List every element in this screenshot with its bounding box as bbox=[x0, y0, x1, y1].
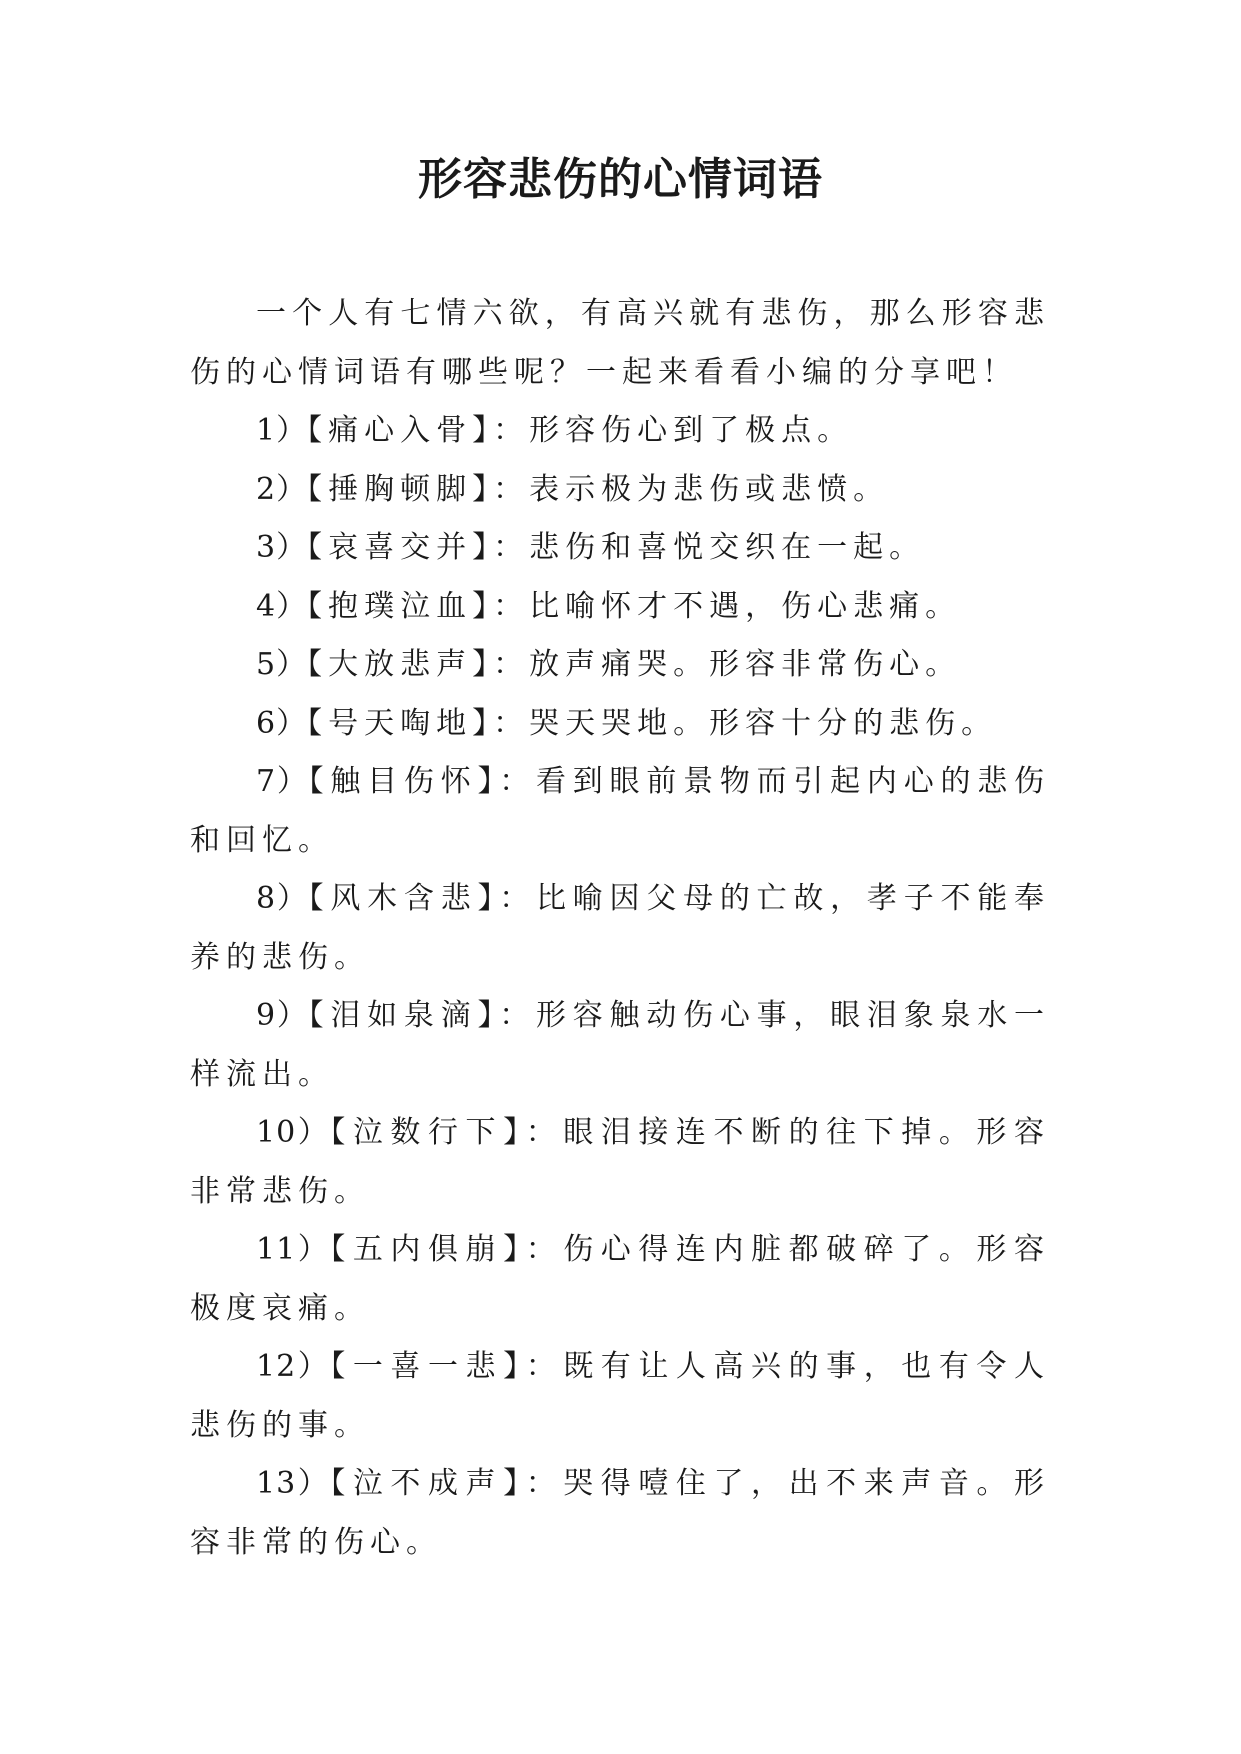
item-number: 13） bbox=[256, 1466, 331, 1501]
item-definition: ：看到眼前景物而引起内心的悲伤和回忆。 bbox=[190, 764, 1051, 858]
item-number: 3） bbox=[256, 530, 308, 565]
item-definition: ：形容伤心到了极点。 bbox=[493, 413, 854, 448]
item-term: 【捶胸顿脚】 bbox=[307, 471, 494, 507]
item-term: 【抱璞泣血】 bbox=[307, 588, 494, 624]
item-number: 12） bbox=[256, 1349, 331, 1384]
item-term: 【哀喜交并】 bbox=[307, 530, 494, 565]
item-number: 2） bbox=[256, 471, 308, 507]
item-definition: ：哭得噎住了，出不来声音。形容非常的伤心。 bbox=[190, 1466, 1050, 1560]
list-item bbox=[190, 870, 1050, 987]
item-term: 【触目伤怀】 bbox=[308, 764, 500, 799]
item-term: 【泣不成声】 bbox=[330, 1466, 526, 1501]
item-number: 1） bbox=[256, 413, 308, 448]
list-item bbox=[190, 1221, 1050, 1338]
item-number: 11） bbox=[256, 1232, 331, 1267]
item-number: 5） bbox=[256, 647, 308, 682]
item-term: 【大放悲声】 bbox=[307, 647, 494, 682]
item-number: 6） bbox=[256, 705, 308, 741]
list-item bbox=[190, 519, 1050, 578]
list-item bbox=[190, 1455, 1050, 1572]
item-term: 【痛心入骨】 bbox=[307, 413, 494, 448]
list-item bbox=[190, 987, 1050, 1104]
item-definition: ：既有让人高兴的事，也有令人悲伤的事。 bbox=[190, 1349, 1050, 1443]
item-definition: ：眼泪接连不断的往下掉。形容非常悲伤。 bbox=[190, 1115, 1050, 1209]
item-definition: ：哭天哭地。形容十分的悲伤。 bbox=[493, 705, 998, 741]
item-definition: ：表示极为悲伤或悲愤。 bbox=[493, 471, 890, 507]
item-term: 【号天啕地】 bbox=[307, 705, 494, 741]
item-term: 【泪如泉滴】 bbox=[308, 998, 500, 1033]
item-term: 【一喜一悲】 bbox=[330, 1349, 526, 1384]
item-number: 4） bbox=[256, 588, 308, 624]
list-item bbox=[190, 1104, 1050, 1221]
item-definition: ：形容触动伤心事，眼泪象泉水一样流出。 bbox=[190, 998, 1051, 1092]
list-item bbox=[190, 695, 1050, 754]
item-definition: ：伤心得连内脏都破碎了。形容极度哀痛。 bbox=[190, 1232, 1050, 1326]
item-definition: ：放声痛哭。形容非常伤心。 bbox=[493, 647, 962, 682]
item-term: 【五内俱崩】 bbox=[330, 1232, 526, 1267]
list-item bbox=[190, 461, 1050, 520]
document-body bbox=[190, 285, 1050, 1572]
item-number: 7） bbox=[256, 764, 309, 799]
list-item bbox=[190, 753, 1050, 870]
list-item bbox=[190, 636, 1050, 695]
item-number: 9） bbox=[256, 998, 309, 1033]
document-title: 形容悲伤的心情词语 bbox=[418, 154, 823, 205]
item-definition: ：比喻因父母的亡故，孝子不能奉养的悲伤。 bbox=[190, 881, 1051, 975]
list-item bbox=[190, 402, 1050, 461]
intro-paragraph: 一个人有七情六欲，有高兴就有悲伤，那么形容悲伤的心情词语有哪些呢？一起来看看小编的分享吧！ bbox=[190, 296, 1050, 390]
item-term: 【风木含悲】 bbox=[308, 881, 500, 916]
list-item bbox=[190, 1338, 1050, 1455]
list-item bbox=[190, 578, 1050, 637]
item-definition: ：比喻怀才不遇，伤心悲痛。 bbox=[493, 588, 962, 624]
item-number: 8） bbox=[256, 881, 309, 916]
item-definition: ：悲伤和喜悦交织在一起。 bbox=[493, 530, 926, 565]
item-number: 10） bbox=[256, 1115, 331, 1150]
item-term: 【泣数行下】 bbox=[330, 1115, 526, 1150]
